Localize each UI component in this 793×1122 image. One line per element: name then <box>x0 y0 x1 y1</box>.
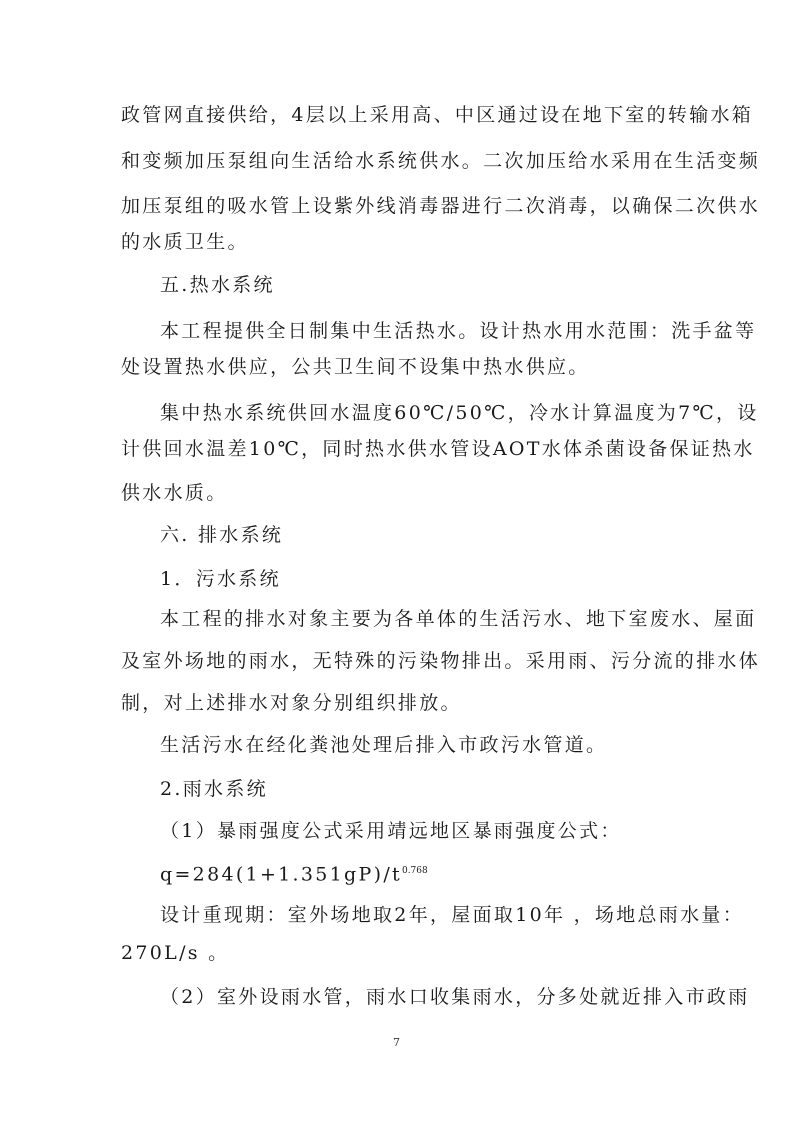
paragraph-line: 的水质卫生。 <box>121 231 249 253</box>
paragraph-line: （2）室外设雨水管，雨水口收集雨水，分多处就近排入市政雨 <box>160 986 750 1008</box>
paragraph-line: 及室外场地的雨水，无特殊的污染物排出。采用雨、污分流的排水体 <box>121 650 761 672</box>
paragraph-line: （1）暴雨强度公式采用靖远地区暴雨强度公式： <box>160 820 622 842</box>
paragraph-line: 和变频加压泵组向生活给水系统供水。二次加压给水采用在生活变频 <box>121 150 761 172</box>
paragraph-line: 集中热水系统供回水温度60℃/50℃，冷水计算温度为7℃，设 <box>160 402 759 424</box>
paragraph-line: 供水水质。 <box>121 482 228 504</box>
paragraph-line: 270L/s 。 <box>121 942 230 964</box>
subsection-heading-sewage: 1．污水系统 <box>160 568 281 590</box>
paragraph-line: 生活污水在经化粪池处理后排入市政污水管道。 <box>160 734 608 756</box>
formula-exponent: 0.768 <box>401 866 428 876</box>
formula-text: q=284(1+1.351gP)/t <box>160 863 402 886</box>
section-heading-drainage: 六. 排水系统 <box>160 524 284 546</box>
paragraph-line: 本工程的排水对象主要为各单体的生活污水、地下室废水、屋面 <box>160 608 757 630</box>
paragraph-line: 本工程提供全日制集中生活热水。设计热水用水范围：洗手盆等 <box>160 320 757 342</box>
paragraph-line: 制，对上述排水对象分别组织排放。 <box>121 692 462 714</box>
formula-line <box>160 858 428 887</box>
paragraph-line: 处设置热水供应，公共卫生间不设集中热水供应。 <box>121 356 590 378</box>
paragraph-line: 政管网直接供给，4层以上采用高、中区通过设在地下室的转输水箱 <box>121 104 754 126</box>
paragraph-line: 计供回水温差10℃，同时热水供水管设AOT水体杀菌设备保证热水 <box>121 438 755 460</box>
page-number: 7 <box>393 1036 400 1049</box>
paragraph-line: 加压泵组的吸水管上设紫外线消毒器进行二次消毒，以确保二次供水 <box>121 195 761 217</box>
paragraph-line: 设计重现期：室外场地取2年，屋面取10年 ，场地总雨水量： <box>160 904 745 926</box>
section-heading-hot-water: 五.热水系统 <box>160 274 275 296</box>
subsection-heading-rainwater: 2.雨水系统 <box>160 778 268 800</box>
